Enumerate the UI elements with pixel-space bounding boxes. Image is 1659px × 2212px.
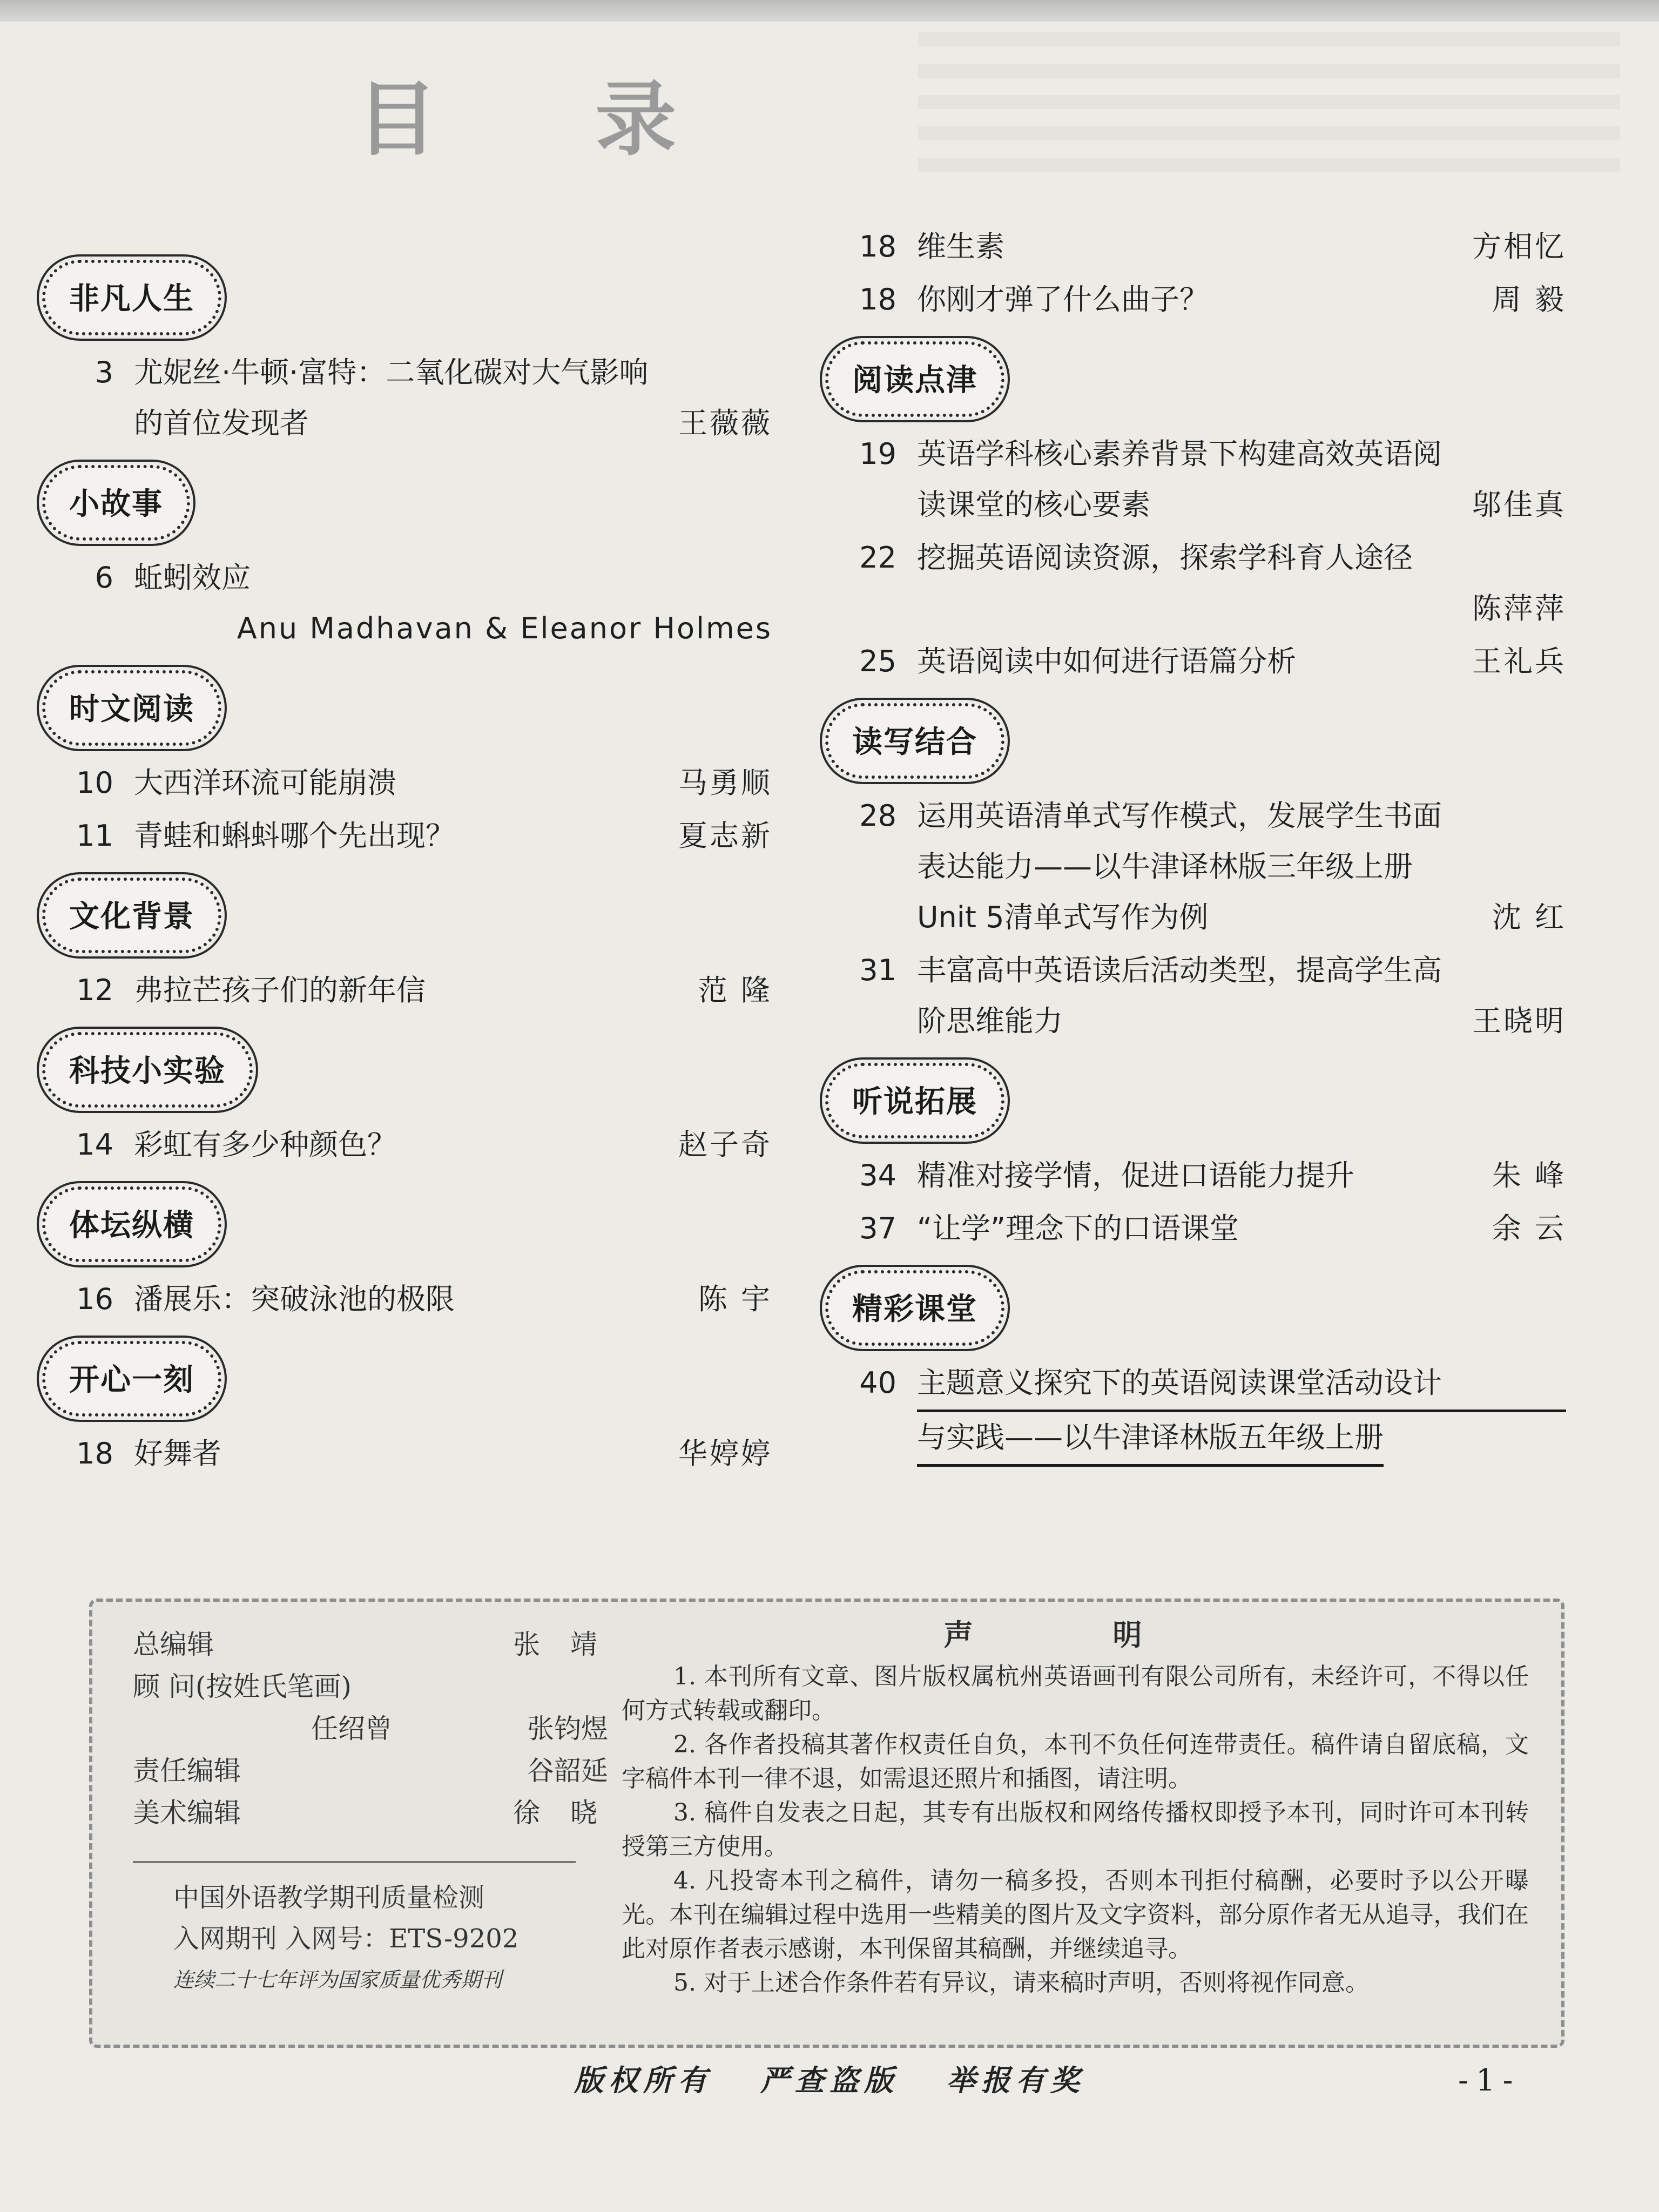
entry-author: 王薇薇 <box>678 406 772 440</box>
page-number: 3 <box>95 355 113 389</box>
section-badge-xiao-gu-shi[interactable]: 小故事 <box>42 465 190 541</box>
toc-entry[interactable] <box>38 965 772 1016</box>
entry-title: 潘展乐：突破泳池的极限 <box>134 1282 455 1316</box>
top-masthead-band <box>0 0 1659 22</box>
entry-title: 大西洋环流可能崩溃 <box>134 766 396 800</box>
entry-author: 马勇顺 <box>678 766 772 800</box>
entry-title: 英语学科核心素养背景下构建高效英语阅 <box>917 437 1442 471</box>
staff-name: 徐 晓 <box>513 1797 608 1829</box>
toc-right-column <box>821 221 1566 1469</box>
entry-title-cont: 读课堂的核心要素 <box>917 488 1150 522</box>
page-title: 目 录 <box>356 72 741 167</box>
page-number: 10 <box>76 766 113 800</box>
page-number: 18 <box>76 1437 113 1471</box>
toc-entry[interactable] <box>821 221 1566 272</box>
cert-line: 中国外语教学期刊质量检测 <box>173 1883 485 1913</box>
staff-label: 总编辑 <box>133 1629 214 1660</box>
section-badge-wen-hua-bei-jing[interactable]: 文化背景 <box>42 878 221 953</box>
section-badge-yue-du-dian-jin[interactable]: 阅读点津 <box>825 341 1004 417</box>
toc-entry[interactable] <box>821 429 1566 530</box>
toc-entry[interactable] <box>38 811 772 861</box>
entry-title: 弗拉芒孩子们的新年信 <box>134 973 426 1007</box>
entry-title: 青蛙和蝌蚪哪个先出现？ <box>134 819 455 853</box>
section-badge-ting-shuo-tuo-zhan[interactable]: 听说拓展 <box>825 1063 1004 1138</box>
section-badge-jing-cai-ke-tang[interactable]: 精彩课堂 <box>825 1270 1004 1346</box>
entry-title-cont <box>917 583 1447 634</box>
entry-title: 精准对接学情，促进口语能力提升 <box>917 1158 1354 1192</box>
page-number: 40 <box>859 1366 896 1400</box>
section-badge-ke-ji-xiao-shi-yan[interactable]: 科技小实验 <box>42 1032 253 1108</box>
divider <box>133 1861 576 1863</box>
notice-item: 4. 凡投寄本刊之稿件，请勿一稿多投，否则本刊拒付稿酬，必要时予以公开曝光。本刊在编辑过程中选用一些精美的图片及文字资料，部分原作者无从追寻，我们在此对原作者表示感谢，本刊保留其稿酬，并继续追寻。 <box>622 1867 1529 1963</box>
page-number: 18 <box>859 230 896 264</box>
page-number: 31 <box>859 953 896 987</box>
entry-title: 好舞者 <box>134 1437 221 1471</box>
toc-left-column <box>38 246 772 1481</box>
entry-author: 周 毅 <box>1492 282 1566 316</box>
toc-entry[interactable] <box>38 347 772 449</box>
entry-author: 邬佳真 <box>1472 488 1566 522</box>
section-badge-du-xie-jie-he[interactable]: 读写结合 <box>825 703 1004 779</box>
entry-author: 范 隆 <box>698 973 772 1007</box>
entry-author: 方相忆 <box>1472 230 1566 264</box>
page-number: 25 <box>859 644 896 678</box>
entry-title: 运用英语清单式写作模式，发展学生书面 <box>917 799 1442 833</box>
toc-entry[interactable] <box>821 1150 1566 1201</box>
entry-title: 蚯蚓效应 <box>134 561 251 595</box>
section-badge-ti-tan-zong-heng[interactable]: 体坛纵横 <box>42 1186 221 1262</box>
entry-title-cont: Unit 5清单式写作为例 <box>917 900 1209 934</box>
toc-entry[interactable] <box>38 758 772 808</box>
staff-label: 顾 问(按姓氏笔画) <box>133 1671 352 1702</box>
staff-name: 谷韶延 <box>527 1755 608 1786</box>
entry-title: “让学”理念下的口语课堂 <box>917 1211 1239 1245</box>
page-number: 34 <box>859 1158 896 1192</box>
entry-title: 主题意义探究下的英语阅读课堂活动设计 <box>917 1358 1566 1412</box>
page-number-footer: -1- <box>1458 2063 1521 2098</box>
notice-item: 3. 稿件自发表之日起，其专有出版权和网络传播权即授予本刊，同时许可本刊转授第三方使用。 <box>622 1799 1529 1860</box>
entry-author: 沈 红 <box>1492 900 1566 934</box>
masthead-footer-box <box>89 1599 1564 2048</box>
toc-entry[interactable] <box>821 274 1566 325</box>
toc-entry[interactable] <box>821 1358 1566 1467</box>
staff-name: 任绍曾 <box>311 1713 392 1744</box>
cert-line: 连续二十七年评为国家质量优秀期刊 <box>173 1968 502 1992</box>
staff-list <box>133 1623 608 1834</box>
page-number: 11 <box>76 819 113 853</box>
entry-author: 朱 峰 <box>1492 1158 1566 1192</box>
entry-author-names: Anu Madhavan & Eleanor Holmes <box>237 611 772 645</box>
entry-author: 赵子奇 <box>678 1128 772 1162</box>
staff-label: 责任编辑 <box>133 1755 241 1786</box>
staff-label: 美术编辑 <box>133 1797 241 1829</box>
toc-entry[interactable] <box>38 1428 772 1479</box>
entry-title: 尤妮丝·牛顿·富特：二氧化碳对大气影响 <box>134 355 649 389</box>
page-number: 28 <box>859 799 896 833</box>
page-number: 16 <box>76 1282 113 1316</box>
notice-item: 5. 对于上述合作条件若有异议，请来稿时声明，否则将视作同意。 <box>673 1969 1369 1997</box>
entry-title: 你刚才弹了什么曲子？ <box>917 282 1209 316</box>
entry-author: 华婷婷 <box>678 1437 772 1471</box>
entry-author: 王礼兵 <box>1472 644 1566 678</box>
entry-author: 王晓明 <box>1472 1004 1566 1038</box>
cert-line: 入网期刊 入网号：ETS-9202 <box>173 1924 519 1954</box>
entry-title: 英语阅读中如何进行语篇分析 <box>917 644 1296 678</box>
toc-entry[interactable] <box>821 1203 1566 1254</box>
copyright-notice <box>622 1618 1529 2000</box>
toc-entry[interactable] <box>38 1120 772 1170</box>
entry-title: 丰富高中英语读后活动类型，提高学生高 <box>917 953 1442 987</box>
section-badge-shi-wen-yue-du[interactable]: 时文阅读 <box>42 670 221 746</box>
entry-title: 挖掘英语阅读资源，探索学科育人途径 <box>917 541 1413 575</box>
entry-author: 夏志新 <box>678 819 772 853</box>
page-number: 12 <box>76 973 113 1007</box>
section-badge-fei-fan-ren-sheng[interactable]: 非凡人生 <box>42 260 221 335</box>
staff-name: 张 靖 <box>513 1629 608 1660</box>
entry-title-cont: 表达能力——以牛津译林版三年级上册 <box>917 849 1413 884</box>
entry-author: 余 云 <box>1492 1211 1566 1245</box>
toc-entry[interactable] <box>821 532 1566 634</box>
entry-title-cont: 阶思维能力 <box>917 1004 1063 1038</box>
page-number: 6 <box>95 561 113 595</box>
section-badge-kai-xin-yi-ke[interactable]: 开心一刻 <box>42 1341 221 1417</box>
page-number: 14 <box>76 1128 113 1162</box>
entry-author: 陈 宇 <box>698 1282 772 1316</box>
anti-piracy-slogan: 版权所有 严查盗版 举报有奖 <box>574 2063 1085 2098</box>
entry-title: 维生素 <box>917 230 1004 264</box>
show-through-ghost-text <box>918 32 1620 173</box>
toc-entry[interactable] <box>38 1274 772 1325</box>
page-number: 19 <box>859 437 896 471</box>
page-number: 18 <box>859 282 896 316</box>
notice-heading: 声 明 <box>943 1617 1207 1652</box>
entry-author: 陈萍萍 <box>1472 591 1566 625</box>
toc-entry[interactable] <box>821 791 1566 943</box>
page-number: 37 <box>859 1211 896 1245</box>
notice-item: 2. 各作者投稿其著作权责任自负，本刊不负任何连带责任。稿件请自留底稿，文字稿件本刊一律不退，如需退还照片和插图，请注明。 <box>622 1731 1529 1792</box>
quality-certification <box>173 1877 562 2000</box>
entry-title-cont: 与实践——以牛津译林版五年级上册 <box>917 1412 1384 1467</box>
toc-entry[interactable] <box>821 945 1566 1047</box>
entry-title: 彩虹有多少种颜色？ <box>134 1128 396 1162</box>
toc-entry[interactable] <box>38 552 772 654</box>
notice-item: 1. 本刊所有文章、图片版权属杭州英语画刊有限公司所有，未经许可，不得以任何方式转载或翻印。 <box>622 1663 1529 1724</box>
page-number: 22 <box>859 541 896 575</box>
staff-name: 张钧煜 <box>527 1713 608 1744</box>
entry-title-cont: 的首位发现者 <box>134 406 309 440</box>
toc-entry[interactable] <box>821 636 1566 687</box>
